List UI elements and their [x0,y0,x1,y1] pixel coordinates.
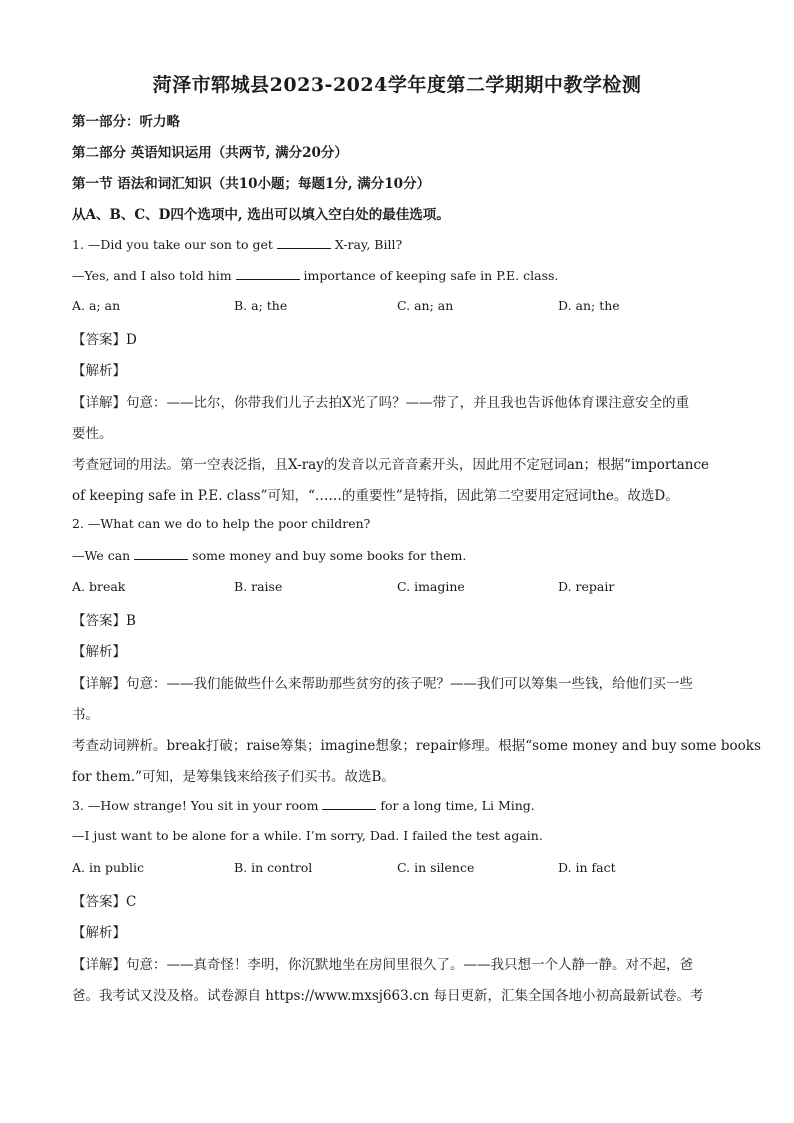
part2-heading: 第二部分 英语知识运用（共两节, 满分20分） [72,145,348,161]
explain-1-line1: 考查冠词的用法。第一空表泛指，且X-ray的发音以元音音素开头，因此用不定冠词an；根据“importance [72,457,710,473]
option-b: B. in control [234,860,313,875]
answer-3: 【答案】C [72,894,137,910]
question-2-line1: 2. —What can we do to help the poor children? [72,516,371,531]
answer-1: 【答案】D [72,332,137,348]
option-a: A. a; an [72,298,121,313]
blank [236,267,300,280]
blank [134,547,188,560]
option-a: A. break [72,579,126,594]
explain-2-line1: 考查动词辨析。break打破；raise筹集；imagine想象；repair修理。根据“some money and buy some books [72,738,761,754]
question-3-line2: —I just want to be alone for a while. I’m sorry, Dad. I failed the test again. [72,828,543,843]
analysis-2: 【解析】 [72,644,126,660]
instruction: 从A、B、C、D四个选项中, 选出可以填入空白处的最佳选项。 [72,207,450,223]
question-1-line2: —Yes, and I also told him importance of keeping safe in P.E. class. [72,268,559,283]
section1-heading: 第一节 语法和词汇知识（共10小题；每题1分, 满分10分） [72,176,431,192]
option-b: B. raise [234,579,283,594]
analysis-3: 【解析】 [72,925,126,941]
option-d: D. an; the [558,298,620,313]
detail-1-line1: 【详解】句意：——比尔，你带我们儿子去拍X光了吗？——带了，并且我也告诉他体育课注意安全的重 [72,395,690,411]
explain-2-line2: for them.”可知，是筹集钱来给孩子们买书。故选B。 [72,769,395,785]
answer-2: 【答案】B [72,613,136,629]
question-1-line1: 1. —Did you take our son to get X-ray, Bill? [72,237,403,252]
option-d: D. repair [558,579,615,594]
detail-2-line1: 【详解】句意：——我们能做些什么来帮助那些贫穷的孩子呢？——我们可以筹集一些钱，给他们买一些 [72,676,693,692]
question-2-line2: —We can some money and buy some books for them. [72,548,467,563]
detail-1-line2: 要性。 [72,426,113,442]
analysis-1: 【解析】 [72,363,126,379]
option-c: C. in silence [397,860,475,875]
question-3-line1: 3. —How strange! You sit in your room for a long time, Li Ming. [72,798,535,813]
detail-3-line1: 【详解】句意：——真奇怪！李明，你沉默地坐在房间里很久了。——我只想一个人静一静。对不起，爸 [72,957,693,973]
option-d: D. in fact [558,860,616,875]
detail-2-line2: 书。 [72,707,99,723]
explain-1-line2: of keeping safe in P.E. class”可知，“……的重要性”是特指，因此第二空要用定冠词the。故选D。 [72,488,679,504]
part1-heading: 第一部分：听力略 [72,114,180,130]
page-title: 菏泽市郓城县2023-2024学年度第二学期期中教学检测 [152,74,642,96]
blank [277,236,331,249]
blank [322,797,376,810]
option-b: B. a; the [234,298,288,313]
option-c: C. imagine [397,579,465,594]
option-c: C. an; an [397,298,454,313]
detail-3-line2: 爸。我考试又没及格。试卷源自 https://www.mxsj663.cn 每日更新，汇集全国各地小初高最新试卷。考 [72,988,704,1004]
option-a: A. in public [72,860,145,875]
